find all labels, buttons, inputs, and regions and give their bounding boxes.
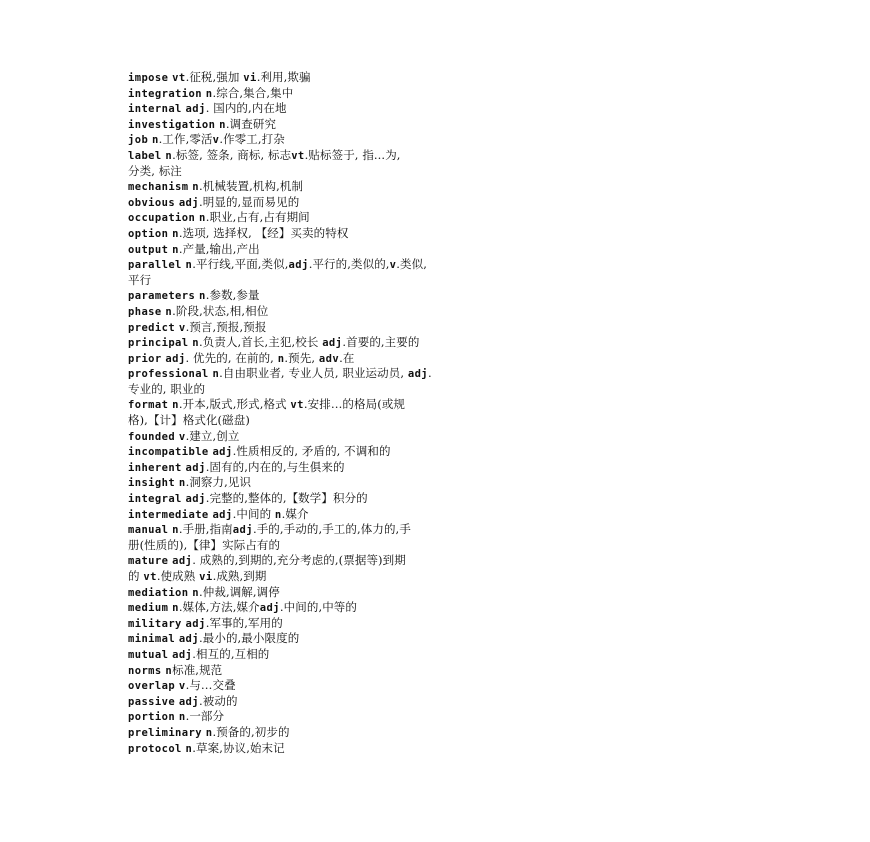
term-text: adj (172, 648, 193, 661)
term-text: adj (185, 103, 206, 116)
term-text: professional (128, 368, 209, 381)
term-text: n (274, 508, 282, 521)
term-text: prior (128, 352, 162, 365)
term-text: n (198, 212, 206, 225)
definition-text: .作零工,打杂 (219, 132, 285, 147)
definition-text: .职业,占有,占有期间 (205, 210, 310, 225)
term-text: adj (185, 461, 206, 474)
vocab-line (128, 444, 548, 460)
term-text: n (178, 477, 186, 490)
definition-text: .在 (339, 350, 355, 365)
definition-text: .安排…的格局(或规 (303, 397, 406, 412)
definition-text: .负责人,首长,主犯,校长 (199, 335, 323, 350)
vocab-line (128, 397, 548, 413)
term-text: inherent (128, 461, 182, 474)
term-text: mediation (128, 586, 189, 599)
term-text: n (277, 352, 285, 365)
term-text: protocol (128, 742, 182, 755)
vocab-line (128, 117, 548, 133)
vocab-line (128, 273, 548, 289)
vocab-line (128, 304, 548, 320)
vocab-line (128, 70, 548, 86)
term-text: norms (128, 664, 162, 677)
term-text: impose (128, 72, 169, 84)
definition-text: . (428, 366, 432, 381)
term-text: adj (165, 352, 186, 365)
term-text: mutual (128, 648, 169, 661)
definition-text: .洞察力,见识 (185, 475, 252, 490)
definition-text: .一部分 (185, 709, 225, 724)
definition-text: .相互的,互相的 (192, 646, 270, 661)
vocab-line (128, 429, 548, 445)
term-text: n (172, 243, 179, 256)
vocab-line (128, 600, 548, 616)
definition-text: .草案,协议,始末记 (192, 740, 285, 755)
term-text: adj (172, 555, 193, 568)
definition-text: .机械装置,机构,机制 (199, 179, 304, 194)
term-text: n (198, 290, 206, 303)
vocab-line (128, 709, 548, 725)
vocab-line (128, 460, 548, 476)
term-text: adj (178, 196, 199, 209)
term-text: principal (128, 337, 189, 350)
definition-text: .利用,欺骗 (256, 70, 311, 84)
definition-text: 标准,规范 (172, 662, 223, 677)
vocab-line (128, 475, 548, 491)
term-text: adj (212, 508, 233, 521)
term-text: vi (243, 72, 257, 84)
definition-text: .手的,手动的,手工的,体力的,手 (252, 522, 411, 537)
definition-text: .预备的,初步的 (212, 724, 290, 739)
vocab-line (128, 538, 548, 554)
definition-text: .类似, (396, 257, 428, 272)
term-text: adj (178, 633, 199, 646)
vocab-line (128, 741, 548, 757)
term-text: medium (128, 602, 169, 615)
vocab-line (128, 226, 548, 242)
definition-text: .开本,版式,形式,格式 (178, 397, 291, 412)
term-text: n (151, 134, 159, 147)
term-text: v (389, 259, 397, 272)
vocab-line (128, 663, 548, 679)
term-text: n (185, 259, 193, 272)
definition-text: .使成熟 (156, 569, 200, 583)
definition-text: .中间的 (232, 506, 275, 521)
term-text: n (192, 586, 199, 599)
vocab-line (128, 132, 548, 148)
definition-text: .成熟,到期 (212, 569, 267, 583)
term-text: adj (288, 259, 309, 272)
definition-text: 册(性质的),【律】实际占有的 (128, 537, 281, 552)
term-text: investigation (128, 118, 216, 131)
term-text: adj (185, 493, 206, 506)
term-text: format (128, 399, 169, 412)
definition-text: 分类, 标注 (128, 163, 182, 178)
vocab-line (128, 86, 548, 102)
vocab-line (128, 507, 548, 523)
term-text: v (178, 430, 186, 443)
term-text: adj (322, 337, 343, 350)
term-text: n (178, 711, 186, 724)
definition-text: .固有的,内在的,与生俱来的 (205, 459, 345, 474)
term-text: n (219, 118, 226, 131)
definition-text: .首要的,主要的 (342, 335, 420, 350)
definition-text: .军事的,军用的 (205, 615, 283, 630)
vocab-line (128, 164, 548, 180)
term-text: n (205, 87, 213, 100)
term-text: n (192, 181, 199, 194)
definition-text: .阶段,状态,相,相位 (172, 303, 269, 318)
term-text: vt (290, 399, 304, 412)
vocab-line (128, 320, 548, 336)
vocab-line (128, 491, 548, 507)
term-text: internal (128, 103, 182, 116)
term-text: adj (178, 695, 199, 708)
vocab-line (128, 382, 548, 398)
vocab-line (128, 335, 548, 351)
term-text: n (205, 726, 213, 739)
term-text: predict (128, 321, 176, 334)
definition-text: .参数,参量 (205, 288, 260, 303)
term-text: adj (232, 524, 253, 537)
definition-text: .性质相反的, 矛盾的, 不调和的 (232, 444, 391, 459)
term-text: adj (259, 602, 280, 615)
term-text: v (212, 134, 220, 147)
definition-text: .被动的 (199, 693, 238, 708)
vocab-line (128, 242, 548, 258)
vocab-line (128, 678, 548, 694)
vocab-line (128, 413, 548, 429)
term-text: incompatible (128, 446, 209, 459)
definition-text: .标签, 签条, 商标, 标志 (172, 147, 292, 162)
vocab-line (128, 210, 548, 226)
term-text: integration (128, 87, 202, 100)
term-text: v (178, 680, 186, 693)
term-text: vi (199, 571, 213, 583)
term-text: job (128, 134, 149, 147)
vocab-line (128, 522, 548, 538)
vocab-line (128, 148, 548, 164)
definition-text: .选项, 选择权, 【经】买卖的特权 (178, 225, 349, 240)
definition-text: .平行的,类似的, (308, 257, 390, 272)
term-text: obvious (128, 196, 176, 209)
term-text: n (212, 368, 220, 381)
definition-text: .自由职业者, 专业人员, 职业运动员, (219, 366, 408, 381)
definition-text: .完整的,整体的,【数学】积分的 (205, 491, 368, 506)
definition-text: 的 (128, 569, 144, 583)
term-text: label (128, 149, 162, 162)
definition-text: .仲裁,调解,调停 (199, 584, 280, 599)
definition-text: .最小的,最小限度的 (199, 631, 300, 646)
term-text: phase (128, 305, 162, 318)
definition-text: 专业的, 职业的 (128, 381, 206, 396)
term-text: adj (185, 617, 206, 630)
term-text: n (165, 664, 173, 677)
term-text: n (185, 742, 193, 755)
vocab-line (128, 725, 548, 741)
definition-text: . 优先的, 在前的, (185, 350, 278, 365)
definition-text: .调查研究 (225, 116, 277, 131)
definition-text: .明显的,显而易见的 (199, 194, 300, 209)
term-text: integral (128, 493, 182, 506)
term-text: founded (128, 430, 176, 443)
term-text: adj (407, 368, 429, 381)
vocab-line (128, 366, 548, 382)
term-text: mature (128, 555, 169, 568)
definition-text: . 成熟的,到期的,充分考虑的,(票据等)到期 (192, 553, 406, 568)
definition-text: .预先, (284, 350, 319, 365)
term-text: n (165, 149, 173, 162)
vocab-line (128, 553, 548, 569)
vocabulary-list (128, 70, 548, 756)
vocab-line (128, 195, 548, 211)
definition-text: .与…交叠 (185, 678, 236, 693)
vocab-line (128, 179, 548, 195)
vocab-line (128, 351, 548, 367)
vocab-line (128, 257, 548, 273)
term-text: n (172, 602, 179, 615)
definition-text: .手册,指南 (178, 522, 233, 537)
term-text: adv (318, 352, 340, 365)
term-text: n (192, 337, 199, 350)
term-text: vt (143, 571, 157, 583)
definition-text: .媒体,方法,媒介 (178, 600, 260, 615)
vocab-line (128, 101, 548, 117)
term-text: option (128, 227, 169, 240)
definition-text: .征税,强加 (185, 70, 244, 84)
definition-text: .综合,集合,集中 (212, 85, 294, 100)
term-text: output (128, 243, 169, 256)
definition-text: .建立,创立 (185, 428, 240, 443)
term-text: n (172, 524, 179, 537)
term-text: minimal (128, 633, 176, 646)
term-text: military (128, 617, 182, 630)
definition-text: .预言,预报,预报 (185, 319, 267, 334)
term-text: n (172, 227, 179, 240)
term-text: mechanism (128, 181, 189, 194)
vocab-line (128, 585, 548, 601)
term-text: vt (291, 149, 305, 162)
definition-text: . 国内的,内在地 (205, 101, 287, 116)
vocab-line (128, 569, 548, 585)
term-text: parameters (128, 290, 196, 303)
term-text: occupation (128, 212, 196, 225)
term-text: vt (172, 72, 186, 84)
vocab-line (128, 288, 548, 304)
term-text: n (165, 305, 173, 318)
vocab-line (128, 694, 548, 710)
vocab-line (128, 647, 548, 663)
vocab-line (128, 631, 548, 647)
term-text: adj (212, 446, 233, 459)
definition-text: .中间的,中等的 (279, 600, 358, 615)
term-text: passive (128, 695, 176, 708)
definition-text: .媒介 (281, 506, 309, 521)
term-text: manual (128, 524, 169, 537)
definition-text: 平行 (128, 272, 152, 287)
definition-text: 格),【计】格式化(磁盘) (128, 413, 250, 428)
definition-text: .平行线,平面,类似, (192, 257, 289, 272)
term-text: preliminary (128, 726, 202, 739)
term-text: parallel (128, 259, 182, 272)
term-text: overlap (128, 680, 176, 693)
term-text: n (172, 399, 179, 412)
term-text: intermediate (128, 508, 209, 521)
definition-text: .工作,零活 (158, 132, 213, 147)
definition-text: .产量,输出,产出 (178, 241, 260, 256)
definition-text: .贴标签于, 指...为, (304, 147, 401, 162)
vocab-line (128, 616, 548, 632)
term-text: v (178, 321, 186, 334)
term-text: insight (128, 477, 176, 490)
term-text: portion (128, 711, 176, 724)
